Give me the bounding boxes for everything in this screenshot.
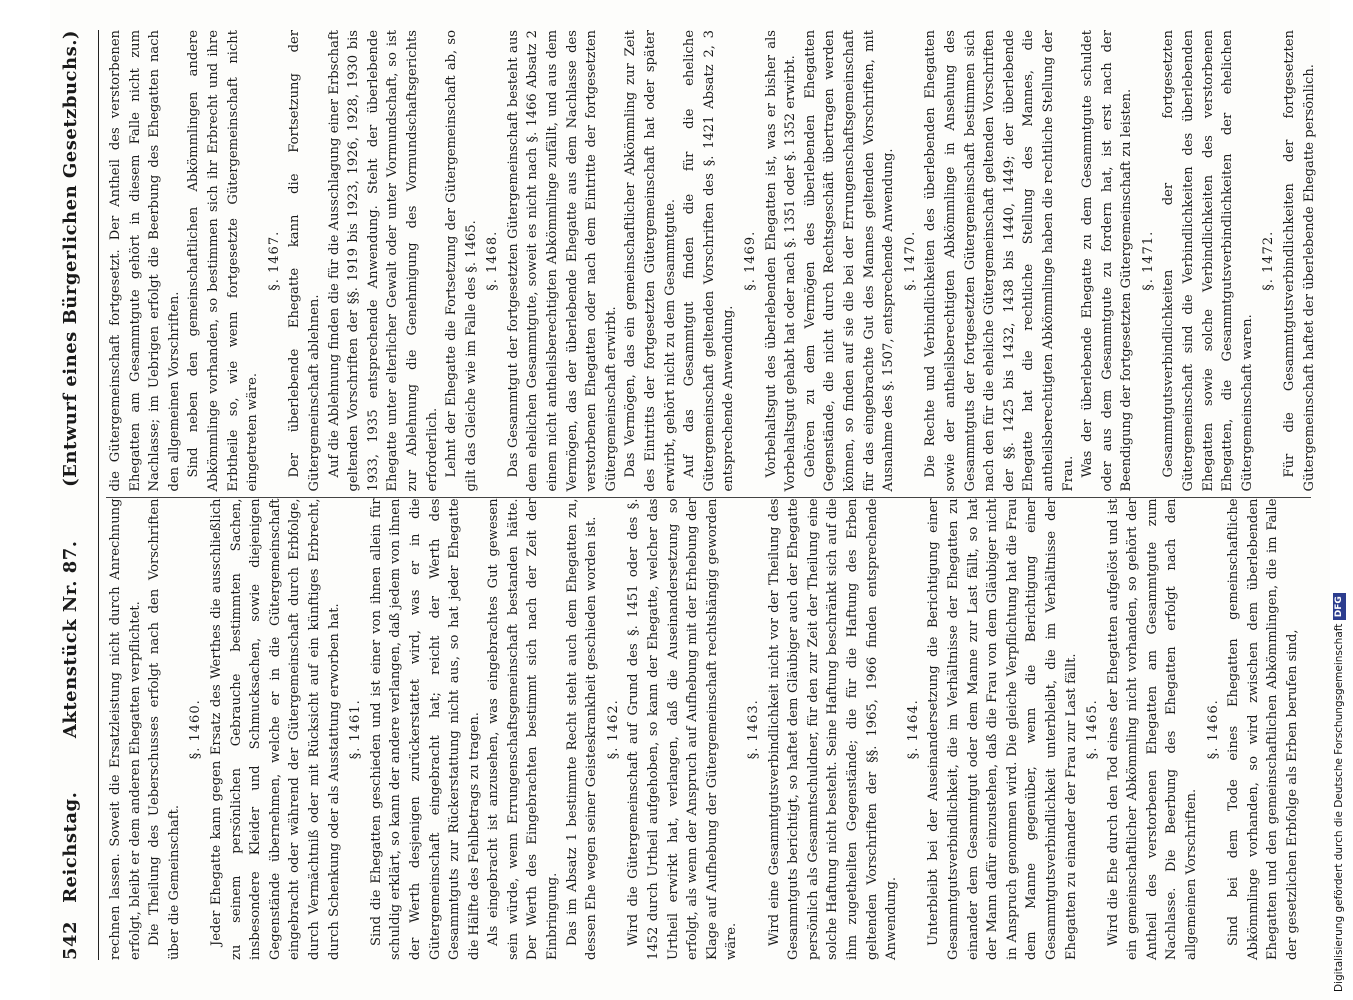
paragraph: Auf die Ablehnung finden die für die Ausschlagung einer Erbschaft geltenden Vorschriften der §§. 1919 bis 1923, 1926, 1928, 1930 bis 1933, 1935 entsprechende Anwendung. Steht der überlebende Ehegatte unter elterlicher Gewalt oder unter Vormundschaft, so ist zur Ablehnung die Genehmigung des Vormundschaftsgerichts erforderlich. (326, 30, 440, 492)
paragraph: Sind die Ehegatten geschieden und ist einer von ihnen allein für schuldig erklärt, so kann der andere verlangen, daß jedem von ihnen der Werth desjenigen zurückerstattet wird, was er in die Gütergemeinschaft eingebracht hat; reicht der Werth des Gesammtguts zur Rückerstattung nicht aus, so hat jeder Ehegatte die Hälfte des Fehlbetrags zu tragen. (368, 498, 482, 960)
header-left: Reichstag. (60, 791, 81, 903)
paragraph: Als eingebracht ist anzusehen, was eingebrachtes Gut gewesen sein würde, wenn Errungenschaftsgemeinschaft bestanden hätte. Der Werth des Eingebrachten bestimmt sich nach der Zeit der Einbringung. (486, 498, 561, 960)
scanned-page (50, 0, 1330, 1000)
paragraph: Sind neben den gemeinschaftlichen Abkömmlingen andere Abkömmlinge vorhanden, so bestimmen sich ihr Erbrecht und ihre Erbtheile so, wie wenn fortgesetzte Gütergemeinschaft nicht eingetreten wäre. (186, 30, 261, 492)
paragraph: Wird die Ehe durch den Tod eines der Ehegatten aufgelöst und ist ein gemeinschaftlicher Abkömmling nicht vorhanden, so gehört der Antheil des verstorbenen Ehegatten am Gesammtgute zum Nachlasse. Die Beerbung des Ehegatten erfolgt nach den allgemeinen Vorschriften. (1105, 498, 1200, 960)
section-heading: §. 1465. (1085, 699, 1101, 760)
paragraph: rechnen lassen. Soweit die Ersatzleistung nicht durch Anrechnung erfolgt, bleibt er dem anderen Ehegatten verpflichtet. (108, 498, 143, 960)
running-head (60, 30, 94, 960)
funding-note-text: Digitalisierung gefördert durch die Deutsche Forschungsgemeinschaft (1333, 623, 1345, 992)
column-divider (106, 498, 1311, 499)
section-heading: §. 1468. (485, 230, 501, 291)
section-heading: §. 1460. (188, 699, 204, 760)
paragraph: Die Rechte und Verbindlichkeiten des überlebenden Ehegatten sowie der antheilsberechtigten Abkömmlinge in Ansehung des Gesammtguts der fortgesetzten Gütergemeinschaft bestimmen sich nach den für die eheliche Gütergemeinschaft geltenden Vorschriften der §§. 1425 bis 1432, 1438 bis 1440, 1449; der überlebende Ehegatte hat die rechtliche Stellung des Mannes, die antheilsberechtigten Abkömmlinge haben die rechtliche Stellung der Frau. (923, 30, 1076, 492)
paragraph: Das Vermögen, das ein gemeinschaftlicher Abkömmling zur Zeit des Eintritts der fortgesetzten Gütergemeinschaft hat oder später erwirbt, gehört nicht zu dem Gesammtgute. (623, 30, 678, 492)
paragraph: die Gütergemeinschaft fortgesetzt. Der Antheil des verstorbenen Ehegatten am Gesammtgute gehört in diesem Falle nicht zum Nachlasse; im Uebrigen erfolgt die Beerbung des Ehegatten nach den allgemeinen Vorschriften. (108, 30, 182, 492)
page-number: 542 (60, 920, 81, 960)
section-heading: §. 1462. (605, 699, 621, 760)
paragraph: Für die Gesammtgutsverbindlichkeiten der fortgesetzten Gütergemeinschaft haftet der überlebende Ehegatte persönlich. (1282, 30, 1317, 492)
dfg-logo: DFG (1333, 593, 1346, 620)
paragraph: Gesammtgutsverbindlichkeiten der fortgesetzten Gütergemeinschaft sind die Verbindlichkeiten des überlebenden Ehegatten sowie solche Verbindlichkeiten des verstorbenen Ehegatten, die Gesammtgutsverbindlichkeiten der ehelichen Gütergemeinschaft waren. (1161, 30, 1255, 492)
paragraph: Was der überlebende Ehegatte zu dem Gesammtgute schuldet oder aus dem Gesammtgute zu fordern hat, ist erst nach der Beendigung der fortgesetzten Gütergemeinschaft zu leisten. (1080, 30, 1135, 492)
section-heading: §. 1470. (902, 230, 918, 291)
paragraph: Sind bei dem Tode eines Ehegatten gemeinschaftliche Abkömmlinge vorhanden, so wird zwischen dem überlebenden Ehegatten und den gemeinschaftlichen Abkömmlingen, die im Falle der gesetzlichen Erbfolge als Erben berufen sind, (1226, 498, 1301, 960)
text-columns (106, 30, 1317, 960)
paragraph: Unterbleibt bei der Auseinandersetzung die Berichtigung einer Gesammtgutsverbindlichkeit, die im Verhältnisse der Ehegatten zu einander dem Gesammtgut oder dem Manne zur Last fällt, so hat der Mann dafür einzustehen, daß die Frau von dem Gläubiger nicht in Anspruch genommen wird. Die gleiche Verpflichtung hat die Frau dem Manne gegenüber, wenn die Berichtigung einer Gesammtgutsverbindlichkeit unterbleibt, die im Verhältnisse der Ehegatten zu einander der Frau zur Last fällt. (926, 498, 1079, 960)
paragraph: Wird eine Gesammtgutsverbindlichkeit nicht vor der Theilung des Gesammtguts berichtigt, so haftet dem Gläubiger auch der Ehegatte persönlich als Gesammtschuldner, für den zur Zeit der Theilung eine solche Haftung nicht besteht. Seine Haftung beschränkt sich auf die ihm zugetheilten Gegenstände; die für die Haftung des Erben geltenden Vorschriften der §§. 1965, 1966 finden entsprechende Anwendung. (766, 498, 900, 960)
left-column (106, 499, 1311, 961)
paragraph: Gehören zu dem Vermögen des überlebenden Ehegatten Gegenstände, die nicht durch Rechtsgeschäft übertragen werden können, so finden auf sie die bei der Errungenschaftsgemeinschaft für das eingebrachte Gut des Mannes geltenden Vorschriften, mit Ausnahme des §. 1507, entsprechende Anwendung. (802, 30, 897, 492)
paragraph: Das Gesammtgut der fortgesetzten Gütergemeinschaft besteht aus dem ehelichen Gesammtgute, soweit es nicht nach §. 1466 Absatz 2 einem nicht antheilsberechtigten Abkömmlinge zufällt, und aus dem Vermögen, das der überlebende Ehegatte aus dem Nachlasse des verstorbenen Ehegatten oder nach dem Eintritte der fortgesetzten Gütergemeinschaft erwirbt. (505, 30, 619, 492)
section-heading: §. 1463. (746, 699, 761, 760)
section-heading: §. 1464. (905, 699, 921, 760)
section-heading: §. 1472. (1261, 230, 1277, 291)
header-rule (98, 30, 99, 960)
section-heading: §. 1471. (1140, 230, 1156, 291)
paragraph: Das im Absatz 1 bestimmte Recht steht auch dem Ehegatten zu, dessen Ehe wegen seiner Geisteskrankheit geschieden worden ist. (564, 498, 600, 960)
paragraph: Lehnt der Ehegatte die Fortsetzung der Gütergemeinschaft ab, so gilt das Gleiche wie im Falle des §. 1465. (444, 30, 479, 492)
paragraph: Die Theilung des Ueberschusses erfolgt nach den Vorschriften über die Gemeinschaft. (147, 498, 182, 960)
paragraph: Wird die Gütergemeinschaft auf Grund des §. 1451 oder des §. 1452 durch Urtheil aufgehoben, so kann der Ehegatte, welcher das Urtheil erwirkt hat, verlangen, daß die Auseinandersetzung so erfolgt, als wenn der Anspruch auf Aufhebung mit der Erhebung der Klage auf Aufhebung der Gütergemeinschaft rechtshängig geworden wäre. (626, 498, 740, 960)
paragraph: Jeder Ehegatte kann gegen Ersatz des Werthes die ausschließlich zu seinem persönlichen Gebrauche bestimmten Sachen, insbesondere Kleider und Schmucksachen, sowie diejenigen Gegenstände übernehmen, welche er in die Gütergemeinschaft eingebracht oder während der Gütergemeinschaft durch Erbfolge, durch Vermächtniß oder mit Rücksicht auf ein künftiges Erbrecht, durch Schenkung oder als Ausstattung erworben hat. (208, 498, 342, 960)
section-heading: §. 1469. (743, 230, 758, 291)
section-heading: §. 1467. (266, 230, 282, 291)
paragraph: Auf das Gesammtgut finden die für die eheliche Gütergemeinschaft geltenden Vorschriften des §. 1421 Absatz 2, 3 entsprechende Anwendung. (682, 30, 737, 492)
funding-note (1330, 8, 1348, 992)
right-column (106, 30, 1317, 492)
paragraph: Vorbehaltsgut des überlebenden Ehegatten ist, was er bisher als Vorbehaltsgut gehabt hat oder nach §. 1351 oder §. 1352 erwirbt. (763, 30, 799, 492)
section-heading: §. 1466. (1205, 699, 1221, 760)
paragraph: Der überlebende Ehegatte kann die Fortsetzung der Gütergemeinschaft ablehnen. (287, 30, 322, 492)
section-heading: §. 1461. (348, 699, 364, 760)
header-right: (Entwurf eines Bürgerlichen Gesetzbuchs.) (60, 30, 81, 487)
header-center: Aktenstück Nr. 87. (60, 540, 81, 739)
